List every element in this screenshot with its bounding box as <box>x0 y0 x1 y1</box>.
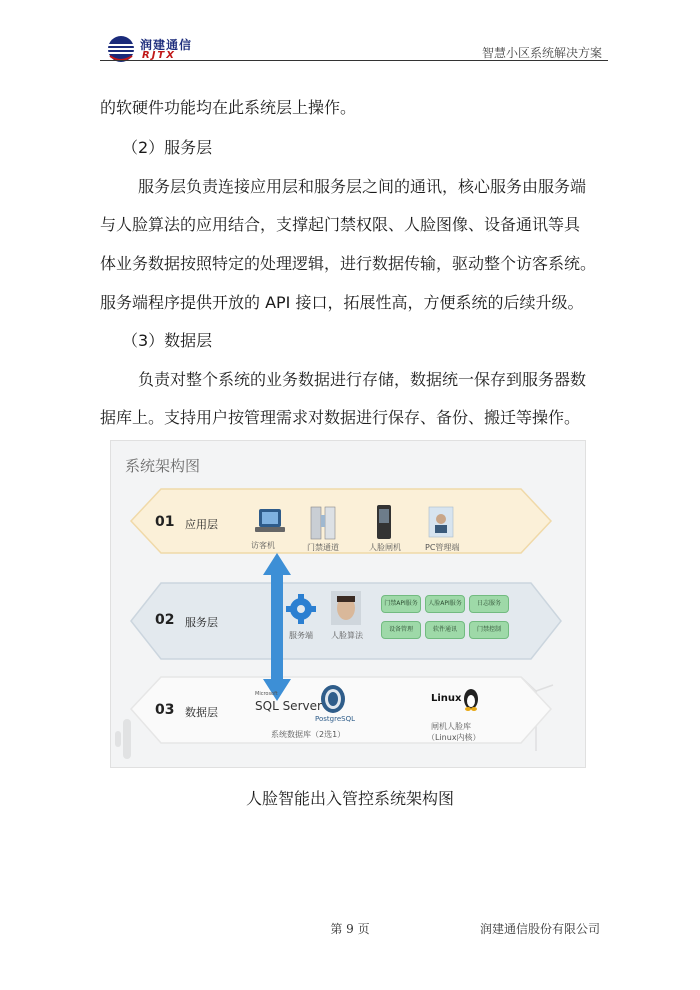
item-label: （Linux内核） <box>427 733 481 742</box>
page-number: 第 9 页 <box>330 922 370 936</box>
linux-penguin-icon <box>464 689 478 711</box>
header-divider <box>100 60 608 61</box>
layer-number: 03 <box>155 702 175 718</box>
footer-company: 润建通信股份有限公司 <box>479 922 600 936</box>
layer-name: 应用层 <box>185 518 218 531</box>
item-label: 人脸闸机 <box>369 543 401 552</box>
face-photo-icon <box>331 591 361 625</box>
item-label: PC管理端 <box>425 543 460 552</box>
paragraph-line: 服务端程序提供开放的 API 接口，拓展性高，方便系统的后续升级。 <box>100 293 584 312</box>
layer-name: 服务层 <box>185 616 218 629</box>
paragraph-line: 据库上。支持用户按管理需求对数据进行保存、备份、搬迁等操作。 <box>100 408 581 427</box>
sql-server-logo-text: SQL Server <box>255 699 322 713</box>
paragraph-line: 与人脸算法的应用结合，支撑起门禁权限、人脸图像、设备通讯等具 <box>100 215 581 234</box>
paragraph-line: 负责对整个系统的业务数据进行存储，数据统一保存到服务器数 <box>138 370 587 389</box>
layer-number: 02 <box>155 612 175 628</box>
microsoft-logo-text: Microsoft <box>255 691 278 697</box>
item-label: 门禁通道 <box>307 543 339 552</box>
face-gate-icon <box>377 505 391 539</box>
paragraph-line: 服务层负责连接应用层和服务层之间的通讯，核心服务由服务端 <box>138 177 587 196</box>
figure-caption: 人脸智能出入管控系统架构图 <box>245 789 454 808</box>
section-heading: （3）数据层 <box>122 331 213 350</box>
item-label: 服务端 <box>289 631 313 640</box>
paragraph-line: 的软硬件功能均在此系统层上操作。 <box>100 98 357 117</box>
service-module: 软件通讯 <box>425 621 465 639</box>
service-module: 日志服务 <box>469 595 509 613</box>
cactus-decoration-icon <box>115 719 131 759</box>
service-module: 门禁控制 <box>469 621 509 639</box>
diagram-title: 系统架构图 <box>125 457 201 475</box>
pc-management-icon <box>429 507 453 537</box>
postgresql-elephant-icon <box>321 685 345 713</box>
item-label: 人脸算法 <box>331 631 363 640</box>
item-label: 闸机人脸库 <box>431 722 471 731</box>
item-label: 系统数据库（2选1） <box>271 730 346 739</box>
logo-english-text: RJTX <box>142 50 176 61</box>
service-module: 门禁API服务 <box>381 595 421 613</box>
linux-logo-text: Linux <box>431 693 462 704</box>
layer-name: 数据层 <box>185 706 218 719</box>
paragraph-line: 体业务数据按照特定的处理逻辑，进行数据传输，驱动整个访客系统。 <box>100 254 597 273</box>
postgresql-logo-text: PostgreSQL <box>315 715 355 723</box>
visitor-terminal-icon <box>255 509 285 532</box>
item-label: 访客机 <box>251 541 275 550</box>
architecture-diagram <box>110 440 586 768</box>
section-heading: （2）服务层 <box>122 138 213 157</box>
logo-chinese-text: 润建通信 <box>140 38 193 52</box>
service-module: 设备管理 <box>381 621 421 639</box>
document-title: 智慧小区系统解决方案 <box>481 46 602 60</box>
service-module: 人脸API服务 <box>425 595 465 613</box>
layer-number: 01 <box>155 514 175 530</box>
